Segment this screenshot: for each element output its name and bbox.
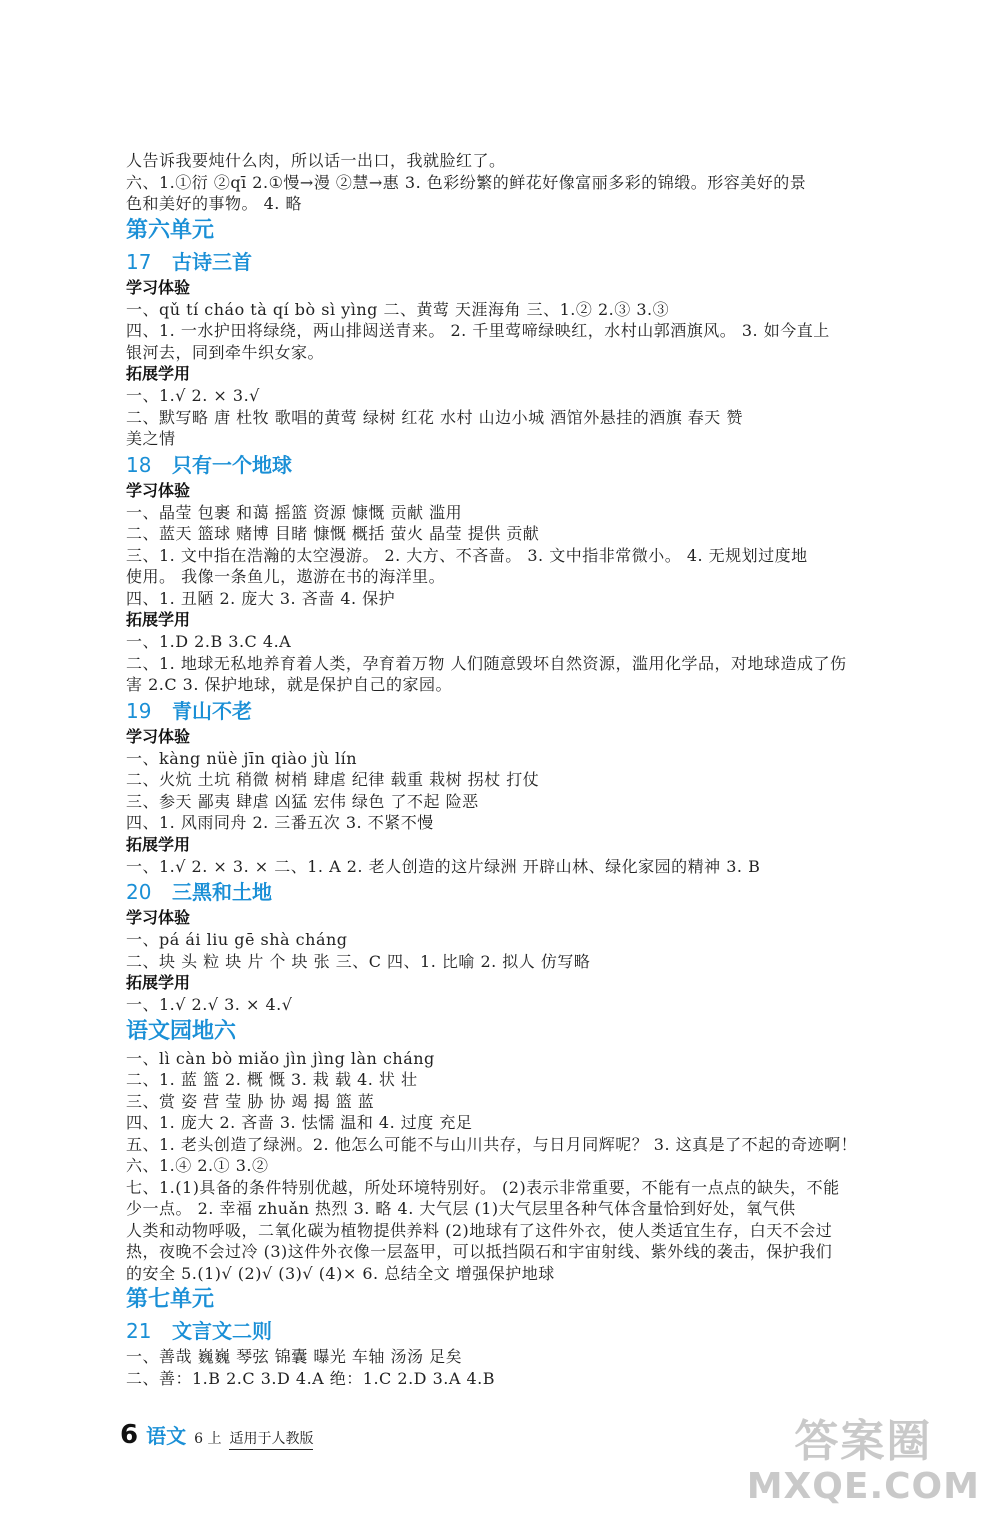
lesson-heading [126,877,926,907]
answer-line: 七、1.(1)具备的条件特别优越，所处环境特别好。 (2)表示非常重要，不能有一点点的缺失，不能 [126,1177,840,1197]
lesson-title: 青山不老 [172,698,252,723]
answer-line: 三、1. 文中指在浩瀚的太空漫游。 2. 大方、不吝啬。 3. 文中指非常微小。 4. 无规划过度地 [126,545,808,565]
answer-line: 二、块 头 粒 块 片 个 块 张 三、C 四、1. 比喻 2. 拟人 仿写略 [126,951,591,971]
lesson-number: 18 [126,452,152,477]
answer-line: 一、qǔ tí cháo tà qí bò sì yìng 二、黄莺 天涯海角 三、1.② 2.③ 3.③ [126,299,670,319]
answer-line: 二、火炕 土坑 稍微 树梢 肆虐 纪律 载重 栽树 拐杖 打仗 [126,770,540,789]
answer-line: 一、晶莹 包裹 和蔼 摇篮 资源 慷慨 贡献 滥用 [126,502,463,522]
answer-line: 一、pá ái liu gē shà cháng [126,930,348,949]
unit-heading: 第七单元 [126,1287,215,1312]
answer-line: 三、参天 鄙夷 肆虐 凶猛 宏伟 绿色 了不起 险恶 [126,791,479,811]
answer-content [126,150,926,1389]
section-label: 学习体验 [126,277,191,297]
answer-line: 少一点。 2. 幸福 zhuǎn 热烈 3. 略 4. 大气层 (1)大气层里各种气体含量恰到好处，氧气供 [126,1199,796,1218]
answer-line: 四、1. 风雨同舟 2. 三番五次 3. 不紧不慢 [126,813,434,832]
lesson-heading [126,1316,926,1346]
answer-line: 三、赏 姿 营 莹 胁 协 竭 揭 篮 蓝 [126,1091,375,1111]
answer-line: 六、1.①衍 ②qī 2.①慢→漫 ②慧→惠 3. 色彩纷繁的鲜花好像富丽多彩的锦缎。形容美好的景 [126,172,807,192]
watermark [747,1417,980,1507]
answer-line: 一、1.√ 2.√ 3. × 4.√ [126,995,293,1014]
lesson-heading [126,450,926,480]
answer-line: 一、1.D 2.B 3.C 4.A [126,632,292,651]
lesson-number: 19 [126,698,152,723]
watermark-bottom: MXQE.COM [746,1466,980,1507]
answer-line: 使用。 我像一条鱼儿，遨游在书的海洋里。 [126,567,446,586]
unit-heading: 第六单元 [126,217,215,243]
answer-line: 一、善哉 巍巍 琴弦 锦囊 曝光 车轴 汤汤 足矣 [126,1347,463,1366]
answer-line: 的安全 5.(1)√ (2)√ (3)√ (4)× 6. 总结全文 增强保护地球 [126,1263,555,1283]
lesson-title: 文言文二则 [172,1319,272,1343]
section-label: 学习体验 [126,480,191,500]
grade-label: 6 上 [194,1431,222,1447]
watermark-top: 答案圈 [794,1416,933,1467]
unit-heading: 语文园地六 [126,1018,237,1044]
answer-line: 四、1. 丑陋 2. 庞大 3. 吝啬 4. 保护 [126,588,396,608]
answer-line: 四、1. 一水护田将绿绕，两山排闼送青来。 2. 千里莺啼绿映红，水村山郭酒旗风。 3. 如今直上 [126,321,830,340]
answer-line: 六、1.④ 2.① 3.② [126,1156,269,1175]
section-label: 学习体验 [126,908,191,927]
section-label: 拓展学用 [126,834,191,854]
answer-line: 二、1. 地球无私地养育着人类，孕育着万物 人们随意毁坏自然资源，滥用化学品，对地球造成了伤 [126,653,847,673]
section-label: 学习体验 [126,726,191,746]
lesson-number: 21 [126,1319,152,1343]
answer-line: 一、1.√ 2. × 3. × 二、1. A 2. 老人创造的这片绿洲 开辟山林、绿化家园的精神 3. B [126,856,761,876]
lesson-title: 只有一个地球 [172,452,292,477]
answer-line: 二、1. 蓝 篮 2. 概 慨 3. 栽 载 4. 状 壮 [126,1070,418,1089]
answer-line: 一、lì càn bò miǎo jìn jìng làn cháng [126,1048,435,1068]
answer-line: 二、善：1.B 2.C 3.D 4.A 绝：1.C 2.D 3.A 4.B [126,1368,495,1388]
lesson-heading [126,696,926,726]
answer-line: 一、kàng nüè jīn qiào jù lín [126,748,358,768]
page-number: 6 [120,1420,139,1450]
answer-line: 四、1. 庞大 2. 吝啬 3. 怯懦 温和 4. 过度 充足 [126,1113,473,1132]
answer-line: 人告诉我要炖什么肉，所以话一出口，我就脸红了。 [126,151,506,170]
page-footer [120,1420,313,1450]
lesson-number: 20 [126,880,152,904]
lesson-heading [126,247,926,277]
answer-line: 热，夜晚不会过冷 (3)这件外衣像一层盔甲，可以抵挡陨石和宇宙射线、紫外线的袭击，保护我们 [126,1242,833,1261]
section-label: 拓展学用 [126,610,191,629]
section-label: 拓展学用 [126,364,191,383]
section-label: 拓展学用 [126,973,191,992]
lesson-title: 古诗三首 [172,249,252,274]
answer-line: 一、1.√ 2. × 3.√ [126,386,260,405]
answer-line: 人类和动物呼吸，二氧化碳为植物提供养料 (2)地球有了这件外衣，使人类适宜生存，白天不会过 [126,1220,833,1240]
edition-label: 适用于人教版 [229,1428,313,1450]
lesson-number: 17 [126,249,152,274]
answer-line: 害 2.C 3. 保护地球，就是保护自己的家园。 [126,675,453,694]
lesson-title: 三黑和土地 [172,880,272,904]
answer-line: 五、1. 老头创造了绿洲。2. 他怎么可能不与山川共存，与日月同辉呢？ 3. 这真是了不起的奇迹啊！ [126,1134,858,1154]
answer-line: 色和美好的事物。 4. 略 [126,194,302,213]
subject-label: 语文 [146,1424,187,1448]
answer-line: 美之情 [126,429,176,448]
answer-line: 银河去，同到牵牛织女家。 [126,342,325,362]
answer-line: 二、默写略 唐 杜牧 歌唱的黄莺 绿树 红花 水村 山边小城 酒馆外悬挂的酒旗 春天 赞 [126,407,743,427]
answer-line: 二、蓝天 篮球 赌博 目睹 慷慨 概括 萤火 晶莹 提供 贡献 [126,524,540,543]
